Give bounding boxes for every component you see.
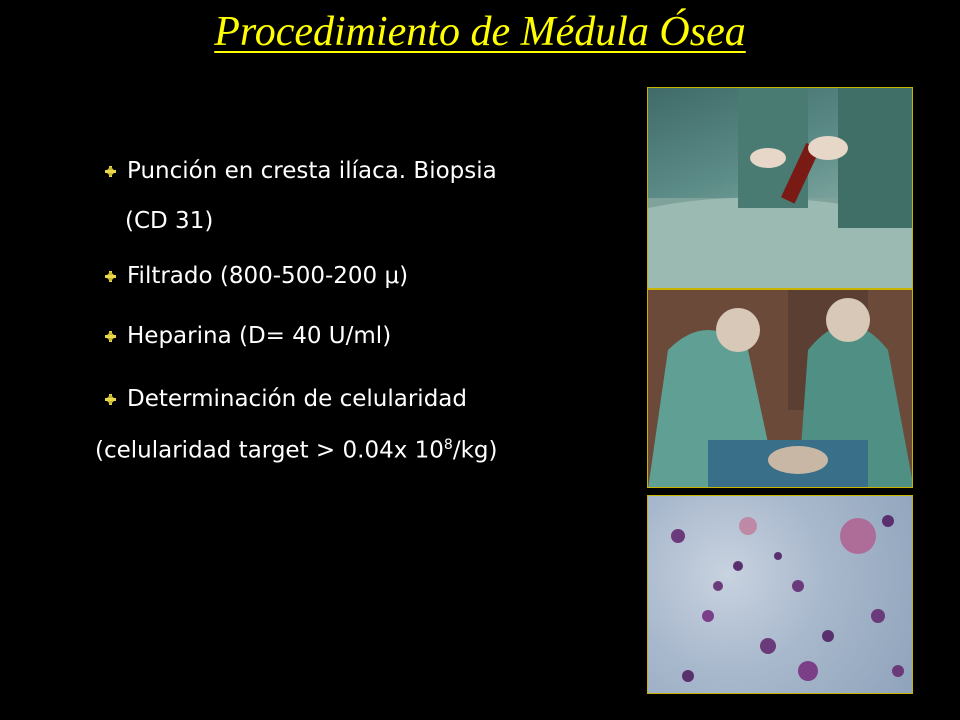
- bullet-text: Determinación de celularidad: [127, 386, 467, 412]
- bullet-text: /kg): [452, 437, 498, 464]
- bullet-text: (celularidad target > 0.04x 10: [95, 437, 444, 464]
- bullet-text: (CD 31): [125, 208, 214, 234]
- diamond-bullet-icon: [105, 394, 116, 405]
- bullet-text: Filtrado (800-500-200 μ): [127, 263, 409, 289]
- surgery-syringe-photo: [647, 87, 913, 289]
- bullet-text: Punción en cresta ilíaca. Biopsia: [127, 158, 497, 184]
- bullet-item-heparina: [95, 323, 391, 349]
- bullet-item-puncion-cont: [125, 208, 213, 234]
- bullet-item-puncion: [95, 158, 497, 184]
- diamond-bullet-icon: [105, 271, 116, 282]
- exponent: 8: [443, 437, 453, 453]
- diamond-bullet-icon: [105, 166, 116, 177]
- bullet-item-celularidad-cont: [95, 437, 497, 464]
- diamond-bullet-icon: [105, 331, 116, 342]
- bullet-text: Heparina (D= 40 U/ml): [127, 323, 392, 349]
- surgeons-operating-photo: [647, 289, 913, 488]
- bullet-item-celularidad: [95, 386, 467, 412]
- slide-title: Procedimiento de Médula Ósea: [214, 9, 746, 55]
- marrow-cells-micrograph: [647, 495, 913, 694]
- bullet-item-filtrado: [95, 263, 408, 289]
